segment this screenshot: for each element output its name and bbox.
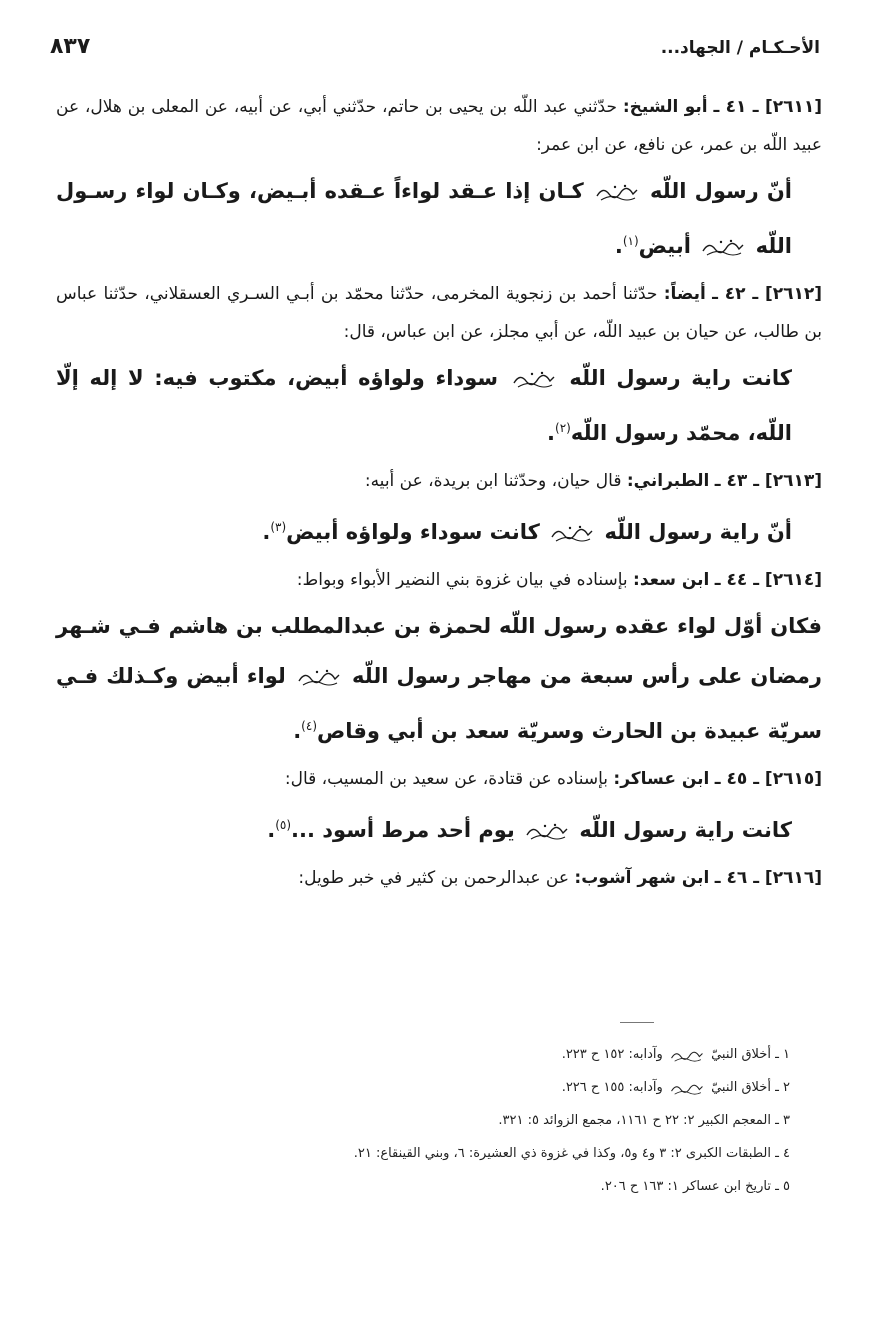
salawat-icon xyxy=(701,237,745,257)
period: . xyxy=(293,719,302,743)
footnote-text: وآدابه: ١٥٥ ح ٢٢٦. xyxy=(561,1080,663,1095)
hadith-text-2612 xyxy=(56,353,822,458)
entry-chain: حدّثنا أحمد بن زنجوية المخرمى، حدّثنا محمّد بن أبـي السـري العسقلاني، حدّثنا عباس بن طالب، عن حيان بن عبيد اللّه، عن أبي مجلز، عن ابن عباس، قال: xyxy=(56,284,822,342)
hadith-entry-2612 xyxy=(56,275,822,351)
footnote-ref: (١) xyxy=(622,234,639,248)
quote-part: أبيض xyxy=(638,234,691,258)
hadith-text-2613 xyxy=(56,502,822,557)
hadith-entry-2616 xyxy=(56,859,822,897)
salawat-icon xyxy=(525,821,569,841)
entry-chain: حدّثني عبد اللّه بن يحيى بن حاتم، حدّثني أبي، عن أبيه، عن المعلى بن هلال، عن عبيد اللّه بن عمر، عن نافع، عن ابن عمر: xyxy=(56,97,822,155)
entry-source: أبو الشيخ: xyxy=(622,97,708,117)
salawat-icon xyxy=(595,182,639,202)
quote-part: سوداء ولواؤه أبيض، مكتوب فيه: لا إله إلّا اللّه، محمّد رسول اللّه xyxy=(56,366,792,445)
entry-source: ابن سعد: xyxy=(633,570,710,590)
hadith-entry-2614 xyxy=(56,561,822,599)
footnote-3 xyxy=(60,1104,790,1137)
footnote-text: وآدابه: ١٥٢ ح ٢٢٣. xyxy=(561,1047,663,1062)
salawat-icon xyxy=(297,667,341,687)
footnote-1 xyxy=(60,1038,790,1071)
footnote-2 xyxy=(60,1071,790,1104)
footnote-ref: (٥) xyxy=(275,818,292,832)
entry-chain: قال حيان، وحدّثنا ابن بريدة، عن أبيه: xyxy=(364,471,622,491)
footnote-5 xyxy=(60,1170,790,1203)
quote-part: كانت راية رسول اللّه xyxy=(579,818,792,842)
period: . xyxy=(547,421,555,445)
salawat-icon xyxy=(670,1080,704,1096)
footnote-ref: (٤) xyxy=(301,719,317,733)
period: . xyxy=(614,234,623,258)
period: . xyxy=(262,520,271,544)
page-header xyxy=(50,34,820,68)
footnote-divider xyxy=(620,1022,654,1023)
footnote-ref: (٢) xyxy=(555,421,571,435)
hadith-entry-2613 xyxy=(56,462,822,500)
hadith-text-2615 xyxy=(56,800,822,855)
entry-number: [٢٦١١] ـ ٤١ ـ xyxy=(713,97,823,117)
entry-source: الطبراني: xyxy=(626,471,710,491)
quote-part: أنّ راية رسول اللّه xyxy=(604,520,792,544)
entry-source: ابن شهر آشوب: xyxy=(574,868,710,888)
running-title: الأحـكـام / الجهاد... xyxy=(660,38,820,58)
quote-part: كانت راية رسول اللّه xyxy=(569,366,793,390)
footnote-ref: (٣) xyxy=(270,520,287,534)
footnote-text: ٤ ـ الطبقات الكبرى ٢: ٣ و٤ و٥، وكذا في غزوة ذي العشيرة: ٦، وبني القينقاع: ٢١. xyxy=(353,1146,790,1161)
hadith-entry-2615 xyxy=(56,760,822,798)
entry-source: ابن عساكر: xyxy=(613,769,710,789)
entry-number: [٢٦١٦] ـ ٤٦ ـ xyxy=(714,868,822,888)
entry-chain: بإسناده عن قتادة، عن سعيد بن المسيب، قال: xyxy=(284,769,608,789)
hadith-text-2611 xyxy=(56,166,822,271)
footnote-4 xyxy=(60,1137,790,1170)
quote-part: أنّ رسول اللّه xyxy=(650,179,792,203)
salawat-icon xyxy=(670,1047,704,1063)
quote-part: يوم أحد مرط أسود ... xyxy=(291,818,515,842)
entry-source: أيضاً: xyxy=(663,284,706,304)
salawat-icon xyxy=(550,523,594,543)
main-text xyxy=(56,88,822,897)
quote-part: فكان أوّل لواء عقده رسول اللّه لحمزة بن عبدالمطلب بن هاشم فـي شـهر رمضان على رأس سبعة من مهاجر رسول اللّه xyxy=(56,614,822,688)
entry-number: [٢٦١٥] ـ ٤٥ ـ xyxy=(714,769,822,789)
footnote-text: ٢ ـ أخلاق النبيّ xyxy=(711,1080,790,1095)
quote-part: كـان إذا عـقد لواءاً عـقده أبـيض، وكـان لواء رسـول اللّه xyxy=(56,179,792,258)
footnote-text: ٣ ـ المعجم الكبير ٢: ٢٢ ح ١١٦١، مجمع الزوائد ٥: ٣٢١. xyxy=(498,1113,790,1128)
hadith-entry-2611 xyxy=(56,88,822,164)
footnotes xyxy=(60,1038,790,1203)
entry-chain: بإسناده في بيان غزوة بني النضير الأبواء وبواط: xyxy=(296,570,628,590)
entry-number: [٢٦١٣] ـ ٤٣ ـ xyxy=(714,471,822,491)
entry-chain: عن عبدالرحمن بن كثير في خبر طويل: xyxy=(298,868,570,888)
footnote-text: ٥ ـ تاريخ ابن عساكر ١: ١٦٣ ح ٢٠٦. xyxy=(600,1179,790,1194)
period: . xyxy=(267,818,276,842)
quote-part: لواء أبيض وكـذلك فـي سريّة عبيدة بن الحارث وسريّة سعد بن أبي وقاص xyxy=(56,664,822,743)
entry-number: [٢٦١٢] ـ ٤٢ ـ xyxy=(712,284,823,304)
quote-part: كانت سوداء ولواؤه أبيض xyxy=(286,520,540,544)
entry-number: [٢٦١٤] ـ ٤٤ ـ xyxy=(714,570,822,590)
hadith-text-2614 xyxy=(56,601,822,756)
footnote-text: ١ ـ أخلاق النبيّ xyxy=(711,1047,790,1062)
salawat-icon xyxy=(512,369,556,389)
page-number: ٨٣٧ xyxy=(50,34,91,59)
